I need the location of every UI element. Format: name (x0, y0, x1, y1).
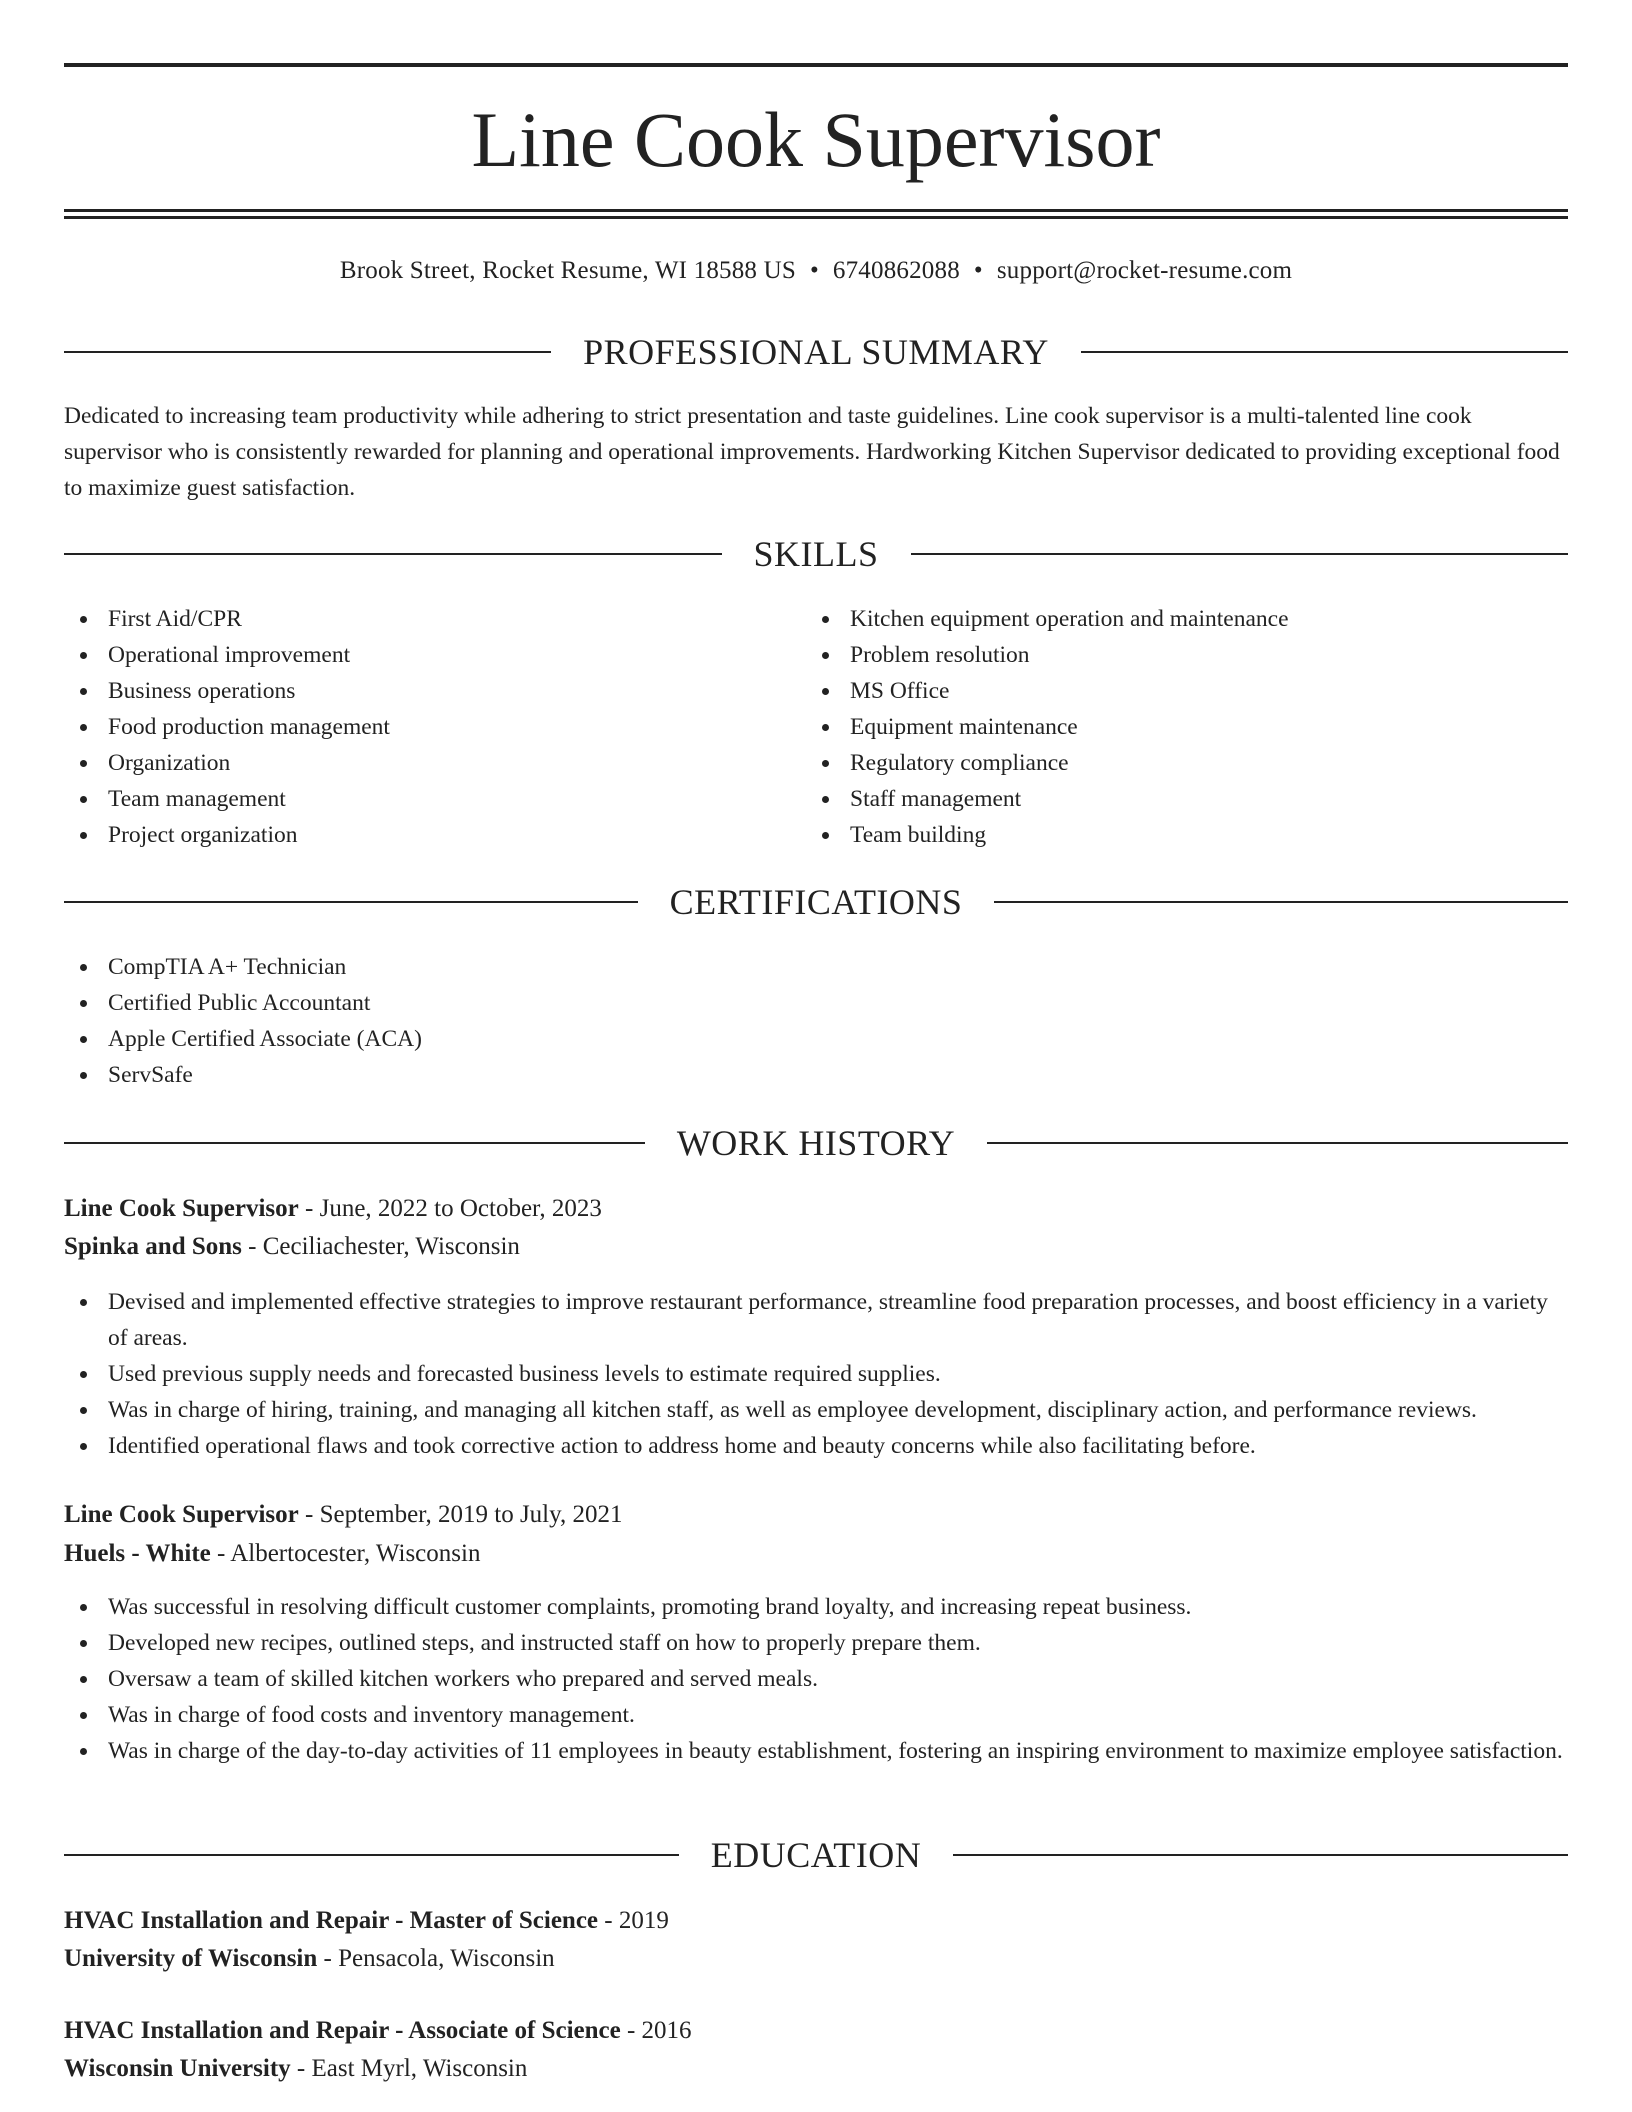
education-school: University of Wisconsin (64, 1945, 318, 1972)
job-location: - Ceciliachester, Wisconsin (241, 1233, 520, 1260)
skill-item: Regulatory compliance (806, 745, 1506, 781)
education-year: - 2016 (620, 2017, 692, 2044)
job-bullet: Was successful in resolving difficult customer complaints, promoting brand loyalty, and increasing repeat business. (64, 1589, 1568, 1625)
contact-address: Brook Street, Rocket Resume, WI 18588 US (339, 257, 796, 284)
job-company: Spinka and Sons (64, 1233, 242, 1260)
section-header-work-history (64, 1121, 1568, 1165)
section-header-education (64, 1833, 1568, 1877)
job-dates: - June, 2022 to October, 2023 (298, 1195, 602, 1222)
job-company-line (64, 1228, 1568, 1266)
skill-item: First Aid/CPR (64, 601, 764, 637)
job-title-line (64, 1496, 1568, 1534)
job-bullets (64, 1284, 1568, 1464)
skill-item: Operational improvement (64, 637, 764, 673)
skill-item: Organization (64, 745, 764, 781)
education-degree: HVAC Installation and Repair - Master of Science (64, 1907, 599, 1934)
skill-item: Staff management (806, 781, 1506, 817)
skill-item: Kitchen equipment operation and maintenance (806, 601, 1506, 637)
section-header-certifications (64, 880, 1568, 924)
header-double-rule-upper (64, 209, 1568, 212)
skill-item: Problem resolution (806, 637, 1506, 673)
job-location: - Albertocester, Wisconsin (210, 1540, 481, 1567)
resume-name: Line Cook Supervisor (471, 96, 1161, 183)
section-title: SKILLS (753, 534, 879, 574)
section-rule (1081, 351, 1568, 353)
education-degree-line (64, 1902, 1568, 1940)
section-title: EDUCATION (710, 1835, 922, 1875)
job-bullet: Identified operational flaws and took corrective action to address home and beauty concerns while also facilitating before. (64, 1428, 1568, 1464)
skills-list-right (806, 601, 1506, 853)
skills-list-left (64, 601, 764, 853)
education-degree: HVAC Installation and Repair - Associate of Science (64, 2017, 621, 2044)
skill-item: MS Office (806, 673, 1506, 709)
skill-item: Project organization (64, 817, 764, 853)
skill-item: Equipment maintenance (806, 709, 1506, 745)
section-title: PROFESSIONAL SUMMARY (583, 332, 1049, 372)
certification-item: CompTIA A+ Technician (64, 949, 1568, 985)
section-header-skills (64, 532, 1568, 576)
education-school: Wisconsin University (64, 2055, 291, 2082)
certifications-list (64, 949, 1568, 1093)
job-role: Line Cook Supervisor (64, 1195, 299, 1222)
section-rule (64, 1142, 645, 1144)
contact-email: support@rocket-resume.com (996, 257, 1293, 284)
section-rule (987, 1142, 1568, 1144)
header-double-rule-lower (64, 216, 1568, 219)
job-company: Huels - White (64, 1540, 211, 1567)
education-location: - East Myrl, Wisconsin (290, 2055, 528, 2082)
skill-item: Food production management (64, 709, 764, 745)
section-header-summary (64, 330, 1568, 374)
section-rule (911, 553, 1569, 555)
education-degree-line (64, 2012, 1568, 2050)
section-rule (64, 553, 722, 555)
section-rule (64, 901, 638, 903)
education-school-line (64, 1940, 1568, 1978)
education-school-line (64, 2050, 1568, 2088)
contact-line (64, 254, 1568, 288)
job-bullet: Used previous supply needs and forecasted business levels to estimate required supplies. (64, 1356, 1568, 1392)
job-bullet: Was in charge of food costs and inventory management. (64, 1697, 1568, 1733)
section-rule (64, 1854, 679, 1856)
job-bullets (64, 1589, 1568, 1769)
certification-item: Certified Public Accountant (64, 985, 1568, 1021)
section-title: CERTIFICATIONS (669, 882, 963, 922)
section-title: WORK HISTORY (676, 1123, 956, 1163)
education-year: - 2019 (598, 1907, 669, 1934)
section-rule (994, 901, 1568, 903)
job-bullet: Oversaw a team of skilled kitchen workers who prepared and served meals. (64, 1661, 1568, 1697)
skill-item: Business operations (64, 673, 764, 709)
education-location: - Pensacola, Wisconsin (317, 1945, 555, 1972)
job-bullet: Was in charge of hiring, training, and managing all kitchen staff, as well as employee development, disciplinary action, and performance reviews. (64, 1392, 1568, 1428)
job-bullet: Devised and implemented effective strategies to improve restaurant performance, streamline food preparation processes, and boost efficiency in a variety of areas. (64, 1284, 1568, 1356)
job-company-line (64, 1535, 1568, 1573)
contact-separator: • (973, 257, 983, 284)
job-dates: - September, 2019 to July, 2021 (298, 1501, 623, 1528)
job-bullet: Was in charge of the day-to-day activities of 11 employees in beauty establishment, fostering an inspiring environment to maximize employee satisfaction. (64, 1733, 1568, 1769)
contact-phone: 6740862088 (832, 257, 960, 284)
certification-item: ServSafe (64, 1057, 1568, 1093)
summary-text: Dedicated to increasing team productivity while adhering to strict presentation and taste guidelines. Line cook supervisor is a multi-talented line cook supervisor who is consistently rewarded for planning and operational improvements. Hardworking Kitchen Supervisor dedicated to providing exceptional food to maximize guest satisfaction. (64, 403, 1560, 501)
section-rule (953, 1854, 1568, 1856)
job-bullet: Developed new recipes, outlined steps, and instructed staff on how to properly prepare them. (64, 1625, 1568, 1661)
certification-item: Apple Certified Associate (ACA) (64, 1021, 1568, 1057)
skill-item: Team management (64, 781, 764, 817)
section-rule (64, 351, 551, 353)
skill-item: Team building (806, 817, 1506, 853)
contact-separator: • (809, 257, 819, 284)
job-title-line (64, 1190, 1568, 1228)
job-role: Line Cook Supervisor (64, 1501, 299, 1528)
header-top-rule (64, 63, 1568, 67)
